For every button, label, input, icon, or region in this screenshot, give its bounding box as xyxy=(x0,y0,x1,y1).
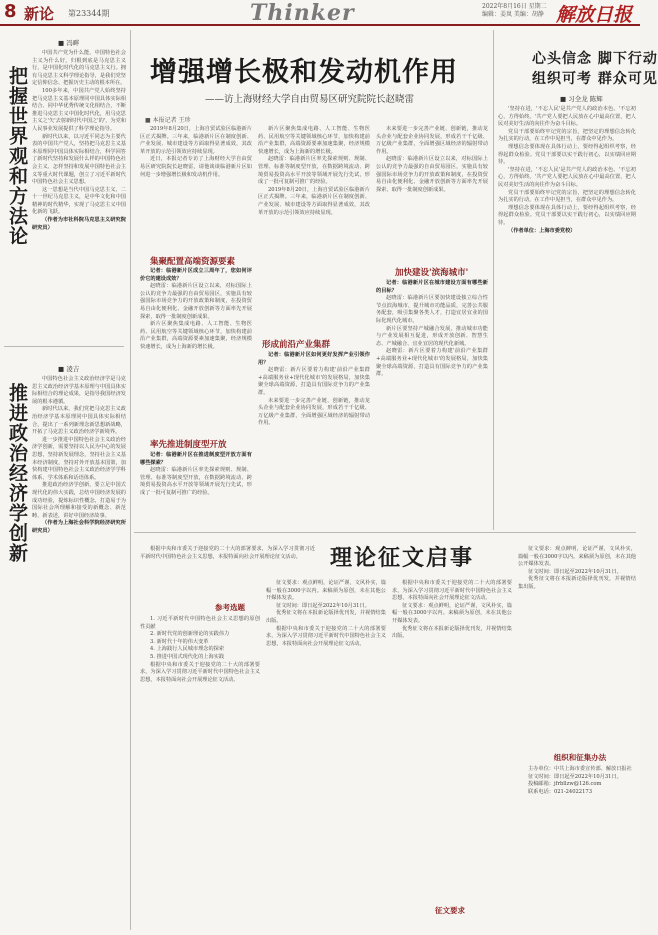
cfp-paragraph: 根据中央和市委关于迎接党的二十大的部署要求，为深入学习贯彻习近平新时代中国特色社会主义思想，本报特面向社会开展理论征文活动。 xyxy=(392,580,512,602)
section3-paragraph: 赵晓雷：新片区要着力构建'前沿产业集群+高端服务业+现代化城市'的发展格局，加快集聚全球高端资源，打造具有国际竞争力的产业集群。 xyxy=(258,367,370,396)
article1-paragraph: 这一思想是当代中国马克思主义、二十一世纪马克思主义，是中华文化和中国精神的时代精华，实现了马克思主义中国化新的飞跃。 xyxy=(32,186,126,216)
section4-paragraph: 赵晓雷：新片区要着力构建'前沿产业集群+高端服务业+现代化城市'的发展格局，加快集聚全球高端资源，打造具有国际竞争力的产业集群。 xyxy=(376,348,488,378)
right-body xyxy=(498,106,636,526)
col3-paragraph: 赵晓雷：临港新片区设立以来，对标国际上公认的竞争力最强的自由贸易园区，实施具有较强国际市场竞争力的开放政策和制度，在投资贸易自由化便利化、金融开放创新等方面率先开展探索，取得一批制度创新成果。 xyxy=(376,156,488,193)
call-for-papers-title: 理论征文启事 xyxy=(330,546,475,571)
editor-line: 编辑：姜岚 美编：胡静 xyxy=(482,11,544,18)
article2-body xyxy=(32,376,126,926)
col3-paragraph: 未来要进一步完善产业链、创新链，推动龙头企业与配套企业协同发展，形成若干千亿级、万亿级产业集群，全面增强区域经济的辐射带动作用。 xyxy=(376,126,488,155)
right-paragraph: 理想信念要体现在具体行动上，要经得起组织考察，经得起群众检验。党员干部要以实干践行初心，以实绩回应期待。 xyxy=(498,143,636,166)
section1-paragraph: 赵晓雷：临港新片区设立以来，对标国际上公认的竞争力最强的自由贸易园区，实施具有较强国际市场竞争力的开放政策和制度，在投资贸易自由化便利化、金融开放创新等方面率先开展探索，取得一批制度创新成果。 xyxy=(140,283,252,320)
article1-paragraph: 新时代以来，以习近平同志为主要代表的中国共产党人，坚持把马克思主义基本原理同中国具体实际相结合，科学回答了新时代坚持和发展什么样的中国特色社会主义、怎样坚持和发展中国特色社会主义等重大时代课题，创立了习近平新时代中国特色社会主义思想。 xyxy=(32,133,126,186)
section4-subtitle: 加快建设'滨海城市' xyxy=(395,268,469,278)
section3-body xyxy=(258,352,370,524)
article2-paragraph: 新时代以来，我们党把马克思主义政治经济学基本原理同中国具体实际相结合，提出了一系列新理念新思想新战略，开拓了马克思主义政治经济学新境界。 xyxy=(32,406,126,436)
section4-paragraph: 赵晓雷：临港新片区要加快建设独立综合性节点滨海城市，提升城市功能品质，完善公共服务配套，吸引集聚各类人才，打造宜居宜业的国际化现代化城市。 xyxy=(376,295,488,324)
slogan-line-2: 组织可考 群众可见 xyxy=(532,71,658,87)
right-author: ■ 习全龙 陈辉 xyxy=(560,95,603,103)
section2-paragraph: 赵晓雷：临港新片区率先探索规则、规制、管理、标准等制度型开放，在数据跨境流动、跨境贸易投资高水平开放等领域开展先行先试，形成了一批可复制可推广的经验。 xyxy=(140,467,252,496)
article1-paragraph: 中国共产党为什么能，中国特色社会主义为什么好，归根到底是马克思主义行，是中国化时代化的马克思主义行。拥有马克思主义科学理论指导，是我们党坚定信仰信念、把握历史主动的根本所在。 xyxy=(32,50,126,87)
issue-number: 第23344期 xyxy=(68,9,110,18)
article1-author: ■ 冯畔 xyxy=(58,39,80,47)
masthead-date xyxy=(482,3,562,19)
main-subhead: ——访上海财经大学自由贸易区研究院院长赵晓雷 xyxy=(205,94,415,105)
bottom-divider xyxy=(134,532,636,533)
main-headline: 增强增长极和发动机作用 xyxy=(150,57,458,88)
cfp-paragraph: 征文要求：观点鲜明，论证严谨，文风朴实，篇幅一般在3000字以内。来稿须为原创，未在其他公开媒体发表。 xyxy=(392,602,512,624)
slogan-line-1: 心头信念 脚下行动 xyxy=(532,51,658,67)
main-byline: ■ 本报记者 王珍 xyxy=(145,117,191,124)
article2-author-note: （作者为上海社会科学院经济研究所研究员） xyxy=(32,520,126,534)
col2-paragraph: 赵晓雷：临港新片区率先探索规则、规制、管理、标准等制度型开放，在数据跨境流动、跨境贸易投资高水平开放等领域开展先行先试，形成了一批可复制可推广的经验。 xyxy=(258,156,370,186)
right-author-note: （作者单位：上海市委党校） xyxy=(508,227,576,234)
article1-body xyxy=(32,50,126,380)
section1-question: 记者：临港新片区成立三周年了，您如何评价它的建设成效？ xyxy=(140,268,252,282)
section1-subtitle: 集聚配置高端资源要素 xyxy=(150,257,236,267)
brand-title: Thinker xyxy=(250,0,355,26)
cfp-paragraph: 征文要求：观点鲜明，论证严谨，文风朴实，篇幅一般在3000字以内。来稿须为原创，未在其他公开媒体发表。 xyxy=(266,580,386,602)
topic-item: 5. 推进中国式现代化的上海实践 xyxy=(150,653,225,660)
article2-paragraph: 进一步推进中国特色社会主义政治经济学创新，需要坚持以人民为中心的发展思想，坚持新发展理念，坚持社会主义基本经济制度，坚持对外开放基本国策，加快构建中国特色社会主义政治经济学学科体系、学术体系和话语体系。 xyxy=(32,436,126,481)
section1-paragraph: 新片区聚焦集成电路、人工智能、生物医药、民用航空等关键领域核心环节，加快构建前沿产业集群，高端资源要素加速集聚，经济规模快速增长，成为上海新的增长极。 xyxy=(140,321,252,350)
article2-paragraph: 推进政治经济学创新，要立足中国式现代化的伟大实践，总结中国经济发展的成功经验，提炼标识性概念，打造易于为国际社会所理解和接受的新概念、新范畴、新表述，讲好中国经济故事。 xyxy=(32,482,126,519)
intro-paragraph: 2019年8月20日，上海自贸试验区临港新片区正式揭牌。三年来，临港新片区在制度创新、产业发展、城市建设等方面取得显著成效，其改革开放的示范引领效应持续显现。 xyxy=(140,126,252,155)
page-number: 8 xyxy=(4,1,17,22)
intro-paragraph: 近日，本报记者专访了上海财经大学自由贸易区研究院院长赵晓雷，请他谈谈临港新片区如何进一步增强增长极和发动机作用。 xyxy=(140,156,252,178)
main-intro xyxy=(140,126,252,251)
cfp-col2 xyxy=(266,580,386,928)
organizer-line: 主办单位：中共上海市委宣传部、解放日报社 xyxy=(528,766,632,772)
cfp-topics xyxy=(140,616,260,928)
masthead xyxy=(0,0,640,26)
article1-author-note: （作者为市社科院马克思主义研究院研究员） xyxy=(32,217,126,231)
section3-paragraph: 未来要进一步完善产业链、创新链，推动龙头企业与配套企业协同发展，形成若干千亿级、万亿级产业集群，全面增强区域经济的辐射带动作用。 xyxy=(258,397,370,427)
topics-heading: 参考选题 xyxy=(215,603,245,612)
topic-item: 2. 新时代党的创新理论的实践伟力 xyxy=(150,631,230,638)
cfp-paragraph: 优秀征文将在本报新论版择优刊发，并视情结集出版。 xyxy=(518,576,636,590)
left-divider xyxy=(4,346,124,347)
right-vertical-rule xyxy=(493,30,494,530)
article2-author: ■ 凌吉 xyxy=(58,365,80,373)
col2-paragraph: 2019年8月20日，上海自贸试验区临港新片区正式揭牌。三年来，临港新片区在制度创新、产业发展、城市建设等方面取得显著成效，其改革开放的示范引领效应持续显现。 xyxy=(258,186,370,216)
right-paragraph: '坚持在进，'不忘人民'是共产党人的政治本色。'不忘初心，方得始终。'共产党人要把人民放在心中最高位置，把人民对美好生活的向往作为奋斗目标。 xyxy=(498,166,636,188)
topic-item: 4. 上海践行人民城市理念的探索 xyxy=(150,646,225,653)
requirements-heading: 征文要求 xyxy=(435,906,465,915)
topic-item: 根据中央和市委关于迎接党的二十大的部署要求，为深入学习贯彻习近平新时代中国特色社会主义思想，本报特面向社会开展理论征文活动。 xyxy=(140,661,260,683)
article1-title: 把握世界观和方法论 xyxy=(6,66,28,246)
article2-paragraph: 中国特色社会主义政治经济学是马克思主义政治经济学基本原理与中国具体实际相结合的理论成果，是指导我国经济发展的根本遵循。 xyxy=(32,376,126,405)
cfp-col3 xyxy=(392,580,512,900)
section4-paragraph: 新片区要坚持产城融合发展，推动城市功能与产业发展相互促进，形成开放创新、智慧生态、产城融合、宜业宜居的现代化新城。 xyxy=(376,325,488,347)
cfp-col4 xyxy=(518,546,636,746)
article2-title: 推进政治经济学创新 xyxy=(6,383,28,563)
date-line: 2022年8月16日 星期二 xyxy=(482,3,547,10)
cfp-paragraph: 优秀征文将在本报新论版择优刊发，并视情结集出版。 xyxy=(266,610,386,624)
section2-subtitle: 率先推进制度型开放 xyxy=(150,440,227,450)
newspaper-logo: 解放日报 xyxy=(556,4,633,26)
section2-question: 记者：临港新片区在推进制度型开放方面有哪些探索？ xyxy=(140,452,252,466)
right-paragraph: 理想信念要体现在具体行动上，要经得起组织考察，经得起群众检验。党员干部要以实干践行初心，以实绩回应期待。 xyxy=(498,204,636,226)
organizers-heading: 组织和征集办法 xyxy=(553,753,607,762)
email-line: 投稿邮箱：jfrbllzw@126.com xyxy=(528,781,602,788)
cfp-paragraph: 根据中央和市委关于迎接党的二十大的部署要求，为深入学习贯彻习近平新时代中国特色社会主义思想，本报特面向社会开展理论征文活动。 xyxy=(266,625,386,647)
section1-body xyxy=(140,268,252,418)
cfp-paragraph: 征文要求：观点鲜明，论证严谨，文风朴实，篇幅一般在3000字以内。来稿须为原创，未在其他公开媒体发表。 xyxy=(518,546,636,568)
section4-body xyxy=(376,280,488,524)
topic-item: 1. 习近平新时代中国特色社会主义思想的原创性贡献 xyxy=(140,616,260,630)
cfp-paragraph: 征文时间：即日起至2022年10月31日。 xyxy=(528,568,622,575)
cfp-paragraph: 优秀征文将在本报新论版择优刊发，并视情结集出版。 xyxy=(392,625,512,640)
section3-question: 记者：临港新片区如何更好发挥产业引领作用？ xyxy=(258,352,370,366)
cfp-organizers xyxy=(518,766,636,928)
main-col2-body xyxy=(258,126,370,346)
col2-paragraph: 新片区聚焦集成电路、人工智能、生物医药、民用航空等关键领域核心环节，加快构建前沿产业集群，高端资源要素加速集聚，经济规模快速增长，成为上海新的增长极。 xyxy=(258,126,370,155)
section-name: 新论 xyxy=(24,5,55,23)
cfp-intro-text: 根据中央和市委关于迎接党的二十大的部署要求，为深入学习贯彻习近平新时代中国特色社会主义思想，本报特面向社会开展理论征文活动。 xyxy=(140,546,315,560)
main-col3-body xyxy=(376,126,488,256)
left-column xyxy=(0,28,128,935)
section4-question: 记者：临港新片区在城市建设方面有哪些新的目标？ xyxy=(376,280,488,294)
right-paragraph: 党员干部要始终牢记党的宗旨，把坚定的理想信念转化为扎实的行动，在工作中见担当，在群众中见作为。 xyxy=(498,128,636,143)
article1-paragraph: 100多年来，中国共产党人始终坚持把马克思主义基本原理同中国具体实际相结合、同中华优秀传统文化相结合，不断推进马克思主义中国化时代化，用马克思主义之'矢'去射新时代中国之'的'，为党和人民事业发展提供了科学理论指导。 xyxy=(32,87,126,132)
topic-item: 3. 新时代十年的伟大变革 xyxy=(150,638,209,645)
right-paragraph: '坚持在进，'不忘人民'是共产党人的政治本色。'不忘初心，方得始终。'共产党人要把人民放在心中最高位置，把人民对美好生活的向往作为奋斗目标。 xyxy=(498,106,636,128)
section2-body xyxy=(140,452,252,522)
right-paragraph: 党员干部要始终牢记党的宗旨，把坚定的理想信念转化为扎实的行动，在工作中见担当，在群众中见作为。 xyxy=(498,189,636,204)
cfp-paragraph: 征文时间：即日起至2022年10月31日。 xyxy=(528,773,622,780)
cfp-paragraph: 征文时间：即日起至2022年10月31日。 xyxy=(276,602,370,609)
phone-line: 联系电话：021-24022173 xyxy=(528,788,592,795)
section3-subtitle: 形成前沿产业集群 xyxy=(262,340,331,350)
left-vertical-rule xyxy=(130,30,131,930)
